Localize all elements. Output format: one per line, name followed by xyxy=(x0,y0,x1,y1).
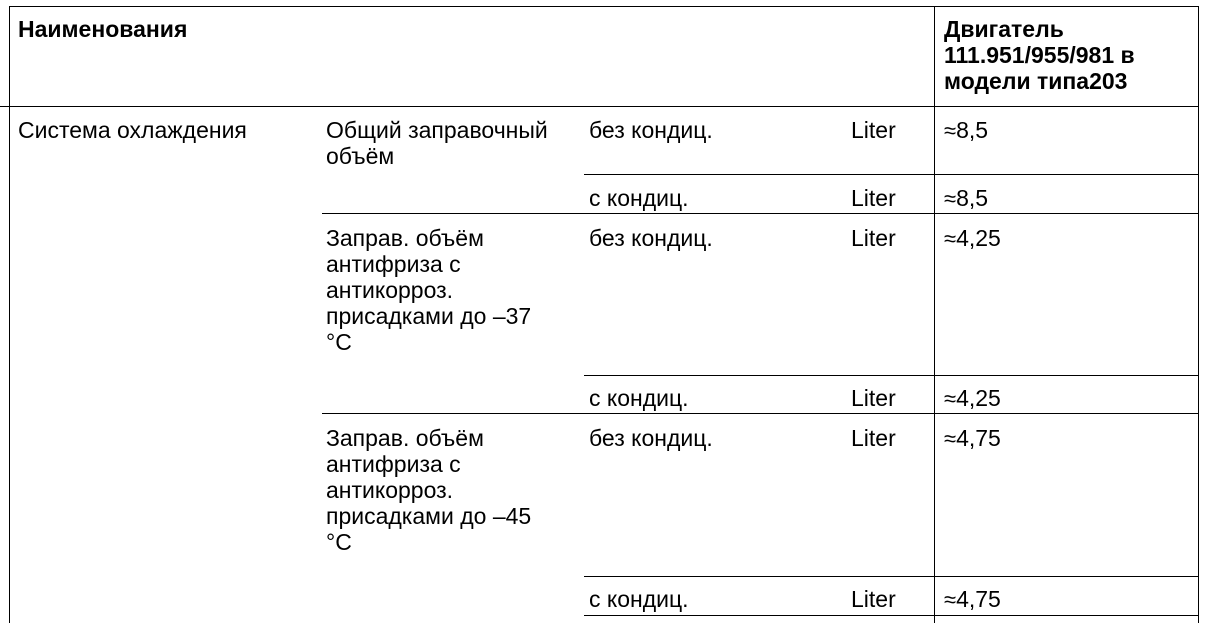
approx-sign: ≈ xyxy=(944,587,957,612)
condition-cell: с кондиц. xyxy=(589,586,689,612)
unit-cell: Liter xyxy=(851,185,896,211)
unit-cell: Liter xyxy=(851,117,896,143)
header-engine-cell: Двигатель 111.951/955/981 в модели типа203 xyxy=(944,16,1135,94)
table-right-border xyxy=(1198,6,1199,623)
row-divider xyxy=(584,375,1199,376)
condition-cell: без кондиц. xyxy=(589,225,713,251)
value-cell xyxy=(944,117,988,144)
value-cell xyxy=(944,586,1001,613)
approx-sign: ≈ xyxy=(944,118,957,143)
approx-sign: ≈ xyxy=(944,426,957,451)
unit-cell: Liter xyxy=(851,225,896,251)
value-cell xyxy=(944,425,1001,452)
table-left-border xyxy=(9,6,10,623)
group-label: Общий заправочный объём xyxy=(326,117,548,169)
value-number: 4,75 xyxy=(956,425,1001,451)
row-divider xyxy=(584,615,1199,616)
value-number: 4,25 xyxy=(956,225,1001,251)
value-number: 8,5 xyxy=(956,117,989,143)
value-number: 8,5 xyxy=(956,185,989,211)
condition-cell: без кондиц. xyxy=(589,425,713,451)
unit-cell: Liter xyxy=(851,425,896,451)
row-divider xyxy=(322,213,1199,214)
value-cell xyxy=(944,385,1001,412)
approx-sign: ≈ xyxy=(944,226,957,251)
approx-sign: ≈ xyxy=(944,186,957,211)
table-top-border xyxy=(9,6,1199,7)
row-divider xyxy=(584,174,1199,175)
value-number: 4,75 xyxy=(956,586,1001,612)
header-name-cell: Наименования xyxy=(18,16,188,42)
value-cell xyxy=(944,225,1001,252)
value-number: 4,25 xyxy=(956,385,1001,411)
group-label: Заправ. объём антифриза с антикорроз. присадками до –37 °C xyxy=(326,225,532,355)
value-cell xyxy=(944,185,988,212)
condition-cell: без кондиц. xyxy=(589,117,713,143)
approx-sign: ≈ xyxy=(944,386,957,411)
group-label: Заправ. объём антифриза с антикорроз. присадками до –45 °C xyxy=(326,425,532,555)
system-label: Система охлаждения xyxy=(18,117,247,143)
condition-cell: с кондиц. xyxy=(589,385,689,411)
row-divider xyxy=(584,576,1199,577)
unit-cell: Liter xyxy=(851,586,896,612)
header-bottom-border xyxy=(0,106,1199,107)
condition-cell: с кондиц. xyxy=(589,185,689,211)
row-divider xyxy=(322,413,1199,414)
engine-column-left-border xyxy=(934,6,935,623)
unit-cell: Liter xyxy=(851,385,896,411)
